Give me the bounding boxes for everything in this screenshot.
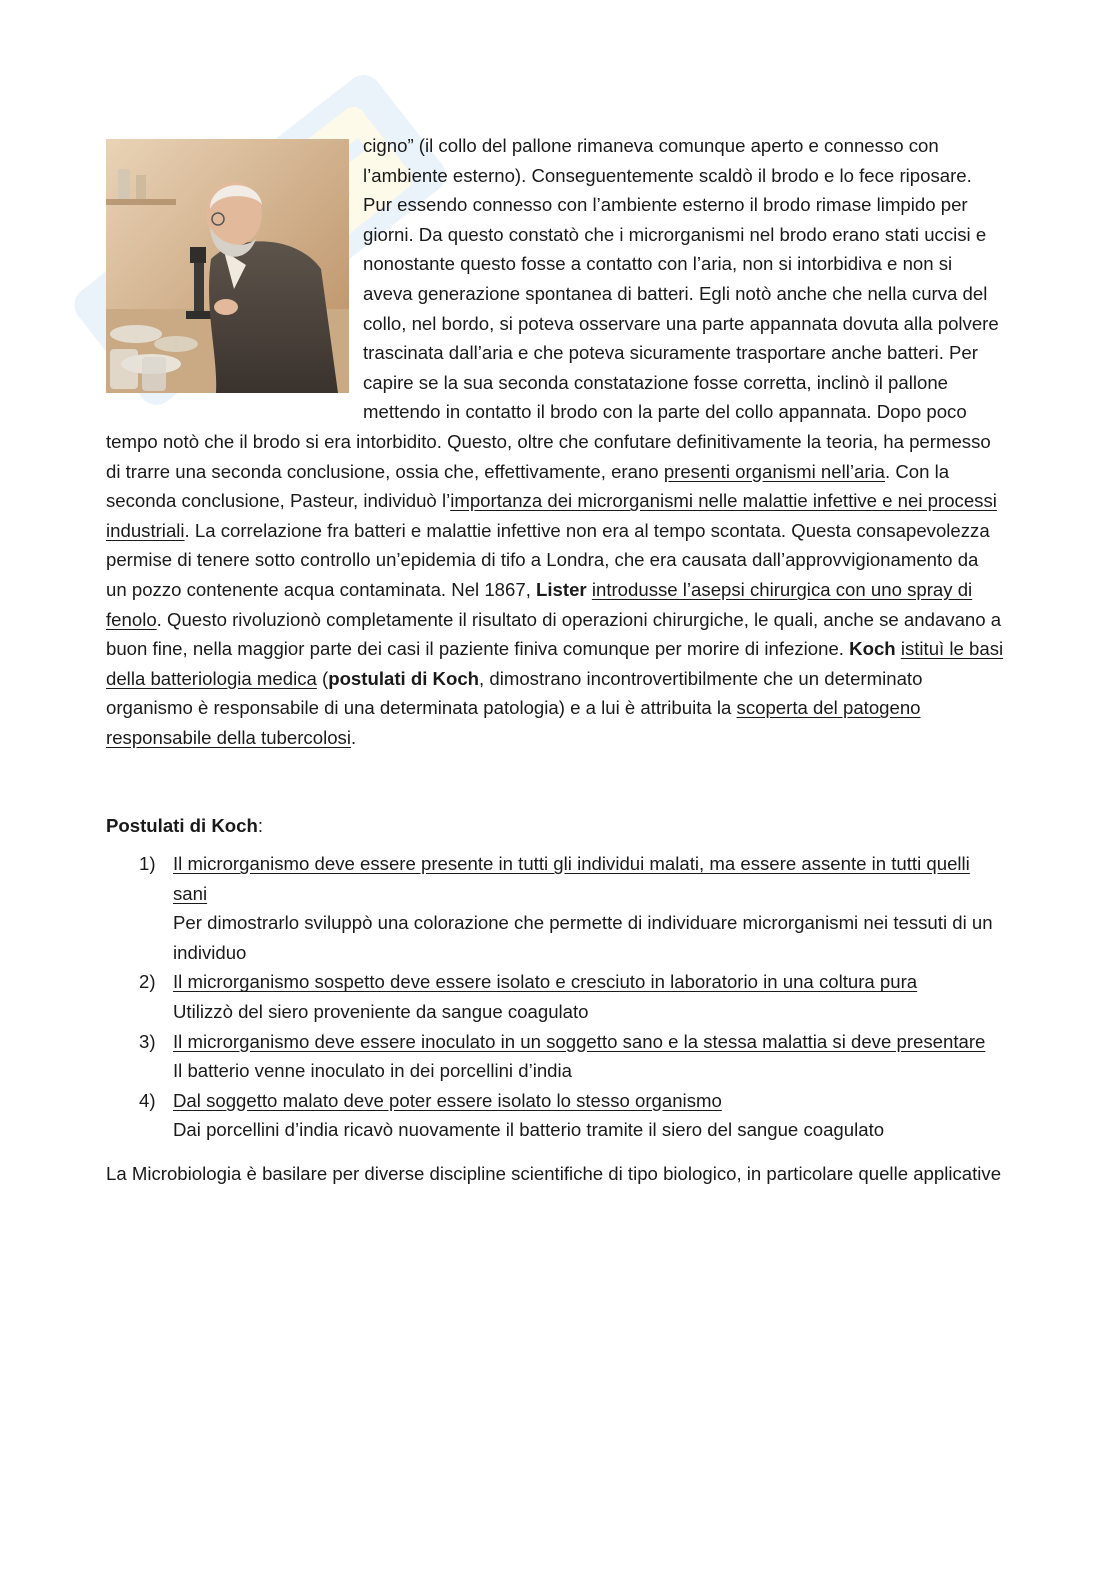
body-paragraph: cigno” (il collo del pallone rimaneva comunque aperto e connesso con l’ambiente esterno). Conseguentemente scaldò il brodo e lo fece riposare. Pur essendo connesso con l’ambiente esterno il brodo rimase limpido per giorni. Da questo constatò che i microrganismi nel brodo erano stati uccisi e nonostante questo fosse a contatto con l’aria, non si intorbidiva e non si aveva generazione spontanea di batteri. Egli notò anche che nella curva del collo, nel bordo, si poteva osservare una parte appannata dovuta alla polvere trascinata dall’aria e che poteva sicuramente trasportare anche batteri. Per capire se la sua seconda constatazione fosse corretta, inclinò il pallone mettendo in contatto il brodo con la parte del collo appannata. Dopo poco tempo notò che il brodo si era intorbidito. Questo, oltre che confutare definitivamente la teoria, ha permesso di trarre una seconda conclusione, ossia che, effettivamente, erano presenti organismi nell’aria. Con la seconda conclusione, Pasteur, individuò l’importanza dei microrganismi nelle malattie infettive e nei processi industriali. La correlazione fra batteri e malattie infettive non era al tempo scontata. Questa consapevolezza permise di tenere sotto controllo un’epidemia di tifo a Londra, che era causata dall’approvvigionamento da un pozzo contenente acqua contaminata. Nel 1867, Lister introdusse l’asepsi chirurgica con uno spray di fenolo. Questo rivoluzionò completamente il risultato di operazioni chirurgiche, le quali, anche se andavano a buon fine, nella maggior parte dei casi il paziente finiva comunque per morire di infezione. Koch istituì le basi della batteriologia medica (postulati di Koch, dimostrano incontrovertibilmente che un determinato organismo è responsabile di una determinata patologia) e a lui è attribuita la scoperta del patogeno responsabile della tubercolosi. [106, 135, 1004, 748]
postulate-note: Il batterio venne inoculato in dei porcellini d’india [173, 1060, 572, 1082]
list-item [106, 1027, 1004, 1086]
list-number: 3) [139, 1030, 156, 1052]
postulate-title: Il microrganismo sospetto deve essere isolato e cresciuto in laboratorio in una coltura pura [173, 971, 918, 993]
list-number: 1) [139, 853, 156, 875]
list-item [106, 967, 1004, 1026]
bold-koch: Koch [849, 638, 896, 660]
postulate-title: Il microrganismo deve essere presente in tutti gli individui malati, ma essere assente in tutti quelli sani [173, 853, 970, 904]
postulate-title: Dal soggetto malato deve poter essere isolato lo stesso organismo [173, 1089, 722, 1111]
section-heading: Postulati di Koch: [106, 815, 264, 837]
postulate-note: Utilizzò del siero proveniente da sangue coagulato [173, 1001, 589, 1023]
underlined-importanza-microrganismi: importanza dei microrganismi nelle malattie infettive e nei processi industriali [106, 490, 997, 541]
underlined-asepsi-chirurgica: introdusse l’asepsi chirurgica con uno spray di fenolo [106, 578, 973, 630]
document-page [106, 131, 1004, 1189]
closing-paragraph: La Microbiologia è basilare per diverse discipline scientifiche di tipo biologico, in particolare quelle applicative [106, 1163, 1002, 1184]
bold-postulati-di-koch: postulati di Koch [328, 667, 480, 689]
koch-postulates-list [106, 849, 1004, 1145]
list-item [106, 1086, 1004, 1145]
underlined-presenti-organismi: presenti organismi nell’aria [663, 460, 885, 482]
postulate-title: Il microrganismo deve essere inoculato in un soggetto sano e la stessa malattia si deve presentare [173, 1030, 986, 1052]
postulate-note: Per dimostrarlo sviluppò una colorazione che permette di individuare microrganismi nei tessuti di un individuo [173, 912, 993, 963]
list-number: 2) [139, 971, 156, 993]
bold-lister: Lister [536, 578, 587, 600]
underlined-batteriologia-medica: istituì le basi della batteriologia medica [106, 638, 1004, 689]
postulate-note: Dai porcellini d’india ricavò nuovamente il batterio tramite il siero del sangue coagulato [173, 1119, 885, 1141]
underlined-scoperta-tubercolosi: scoperta del patogeno responsabile della tubercolosi [106, 697, 921, 748]
list-item [106, 849, 1004, 967]
list-number: 4) [139, 1089, 156, 1111]
koch-microscope-illustration [106, 139, 349, 393]
